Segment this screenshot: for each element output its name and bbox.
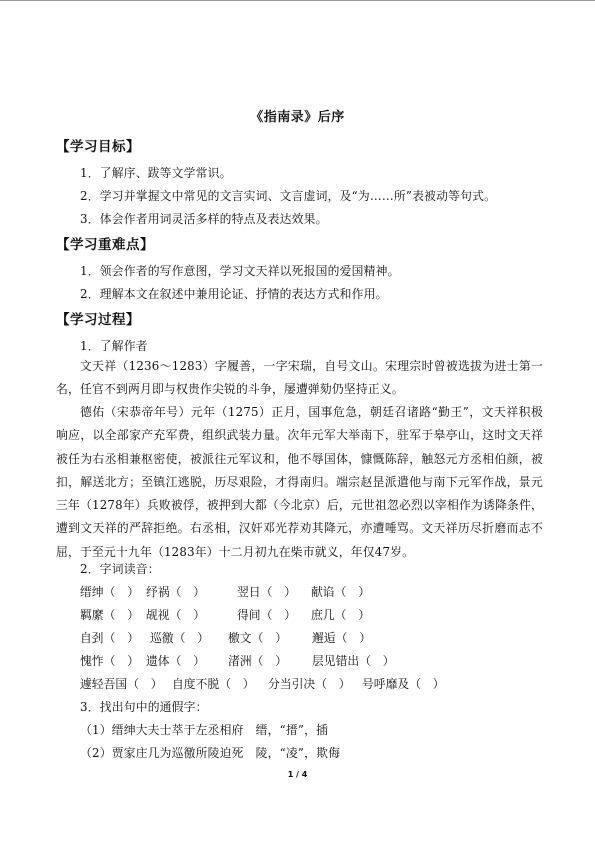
- goal-item-2: 2．学习并掌握文中常见的文言实词、文言虚词，及“为……所”表被动等句式。: [80, 189, 497, 203]
- pronunciation-item: 号呼靡及（ ）: [362, 677, 445, 691]
- page-indicator: 1 / 4: [287, 770, 308, 779]
- pronunciation-item: 巡徼（ ）: [150, 631, 209, 645]
- pronunciation-item: 檄文（ ）: [228, 631, 287, 645]
- pronunciation-item: 层见错出（ ）: [312, 654, 395, 668]
- pronunciation-item: 庶几（ ）: [311, 608, 370, 622]
- step2-heading: 2．字词读音：: [80, 562, 160, 576]
- pronunciation-item: 邂逅（ ）: [312, 631, 371, 645]
- tongjia-item-2: （2）贾家庄几为巡徼所陵迫死 陵，“凌”，欺侮: [80, 746, 341, 760]
- section-heading-process: 【学习过程】: [56, 312, 140, 328]
- pronunciation-item: 渚洲（ ）: [228, 654, 287, 668]
- pronunciation-item: 纾祸（ ）: [146, 585, 205, 599]
- pronunciation-item: 自度不脱（ ）: [172, 677, 255, 691]
- pronunciation-item: 献谄（ ）: [311, 585, 370, 599]
- pronunciation-row: [80, 583, 370, 600]
- key-point-item-1: 1．领会作者的写作意图，学习文天祥以死报国的爱国精神。: [80, 264, 400, 278]
- pronunciation-item: 得间（ ）: [237, 608, 296, 622]
- step1-heading: 1．了解作者: [80, 339, 148, 353]
- pronunciation-item: 觇视（ ）: [146, 608, 205, 622]
- goal-item-3: 3．体会作者用词灵活多样的特点及表达效果。: [80, 212, 328, 226]
- pronunciation-row: [80, 629, 371, 646]
- author-paragraph-2: 德佑（宋恭帝年号）元年（1275）正月，国事危急，朝廷召诸路“勤王”，文天祥积极响应，以全部家产充军费，组织武装力量。次年元军大举南下，驻军于皋亭山，这时文天祥被任为右丞相兼枢密使，被派往元军议和，他不辱国体，慷慨陈辞，触怒元方丞相伯颜，被扣，解送北方；至镇江逃脱，历尽艰险，才得南归。端宗赵昰派遣他与南下元军作战，景元三年（1278年）兵败被俘，被押到大都（今北京）后，元世祖忽必烈以宰相作为诱降条件，遭到文天祥的严辞拒绝。右丞相，汉奸邓光荐劝其降元，亦遭唾骂。文天祥历尽折磨而志不屈，于至元十九年（1283年）十二月初九在柴市就义，年仅47岁。: [56, 405, 543, 559]
- key-point-item-2: 2．理解本文在叙述中兼用论证、抒情的表达方式和作用。: [80, 287, 388, 301]
- document-title: 《指南录》后序: [250, 110, 345, 125]
- tongjia-item-1: （1）缙绅大夫士萃于左丞相府 缙，“搢”，插: [80, 723, 329, 737]
- pronunciation-row: [80, 675, 445, 692]
- section-heading-goals: 【学习目标】: [56, 139, 140, 155]
- pronunciation-item: 缙绅（ ）: [80, 585, 139, 599]
- pronunciation-item: 分当引决（ ）: [268, 677, 351, 691]
- author-paragraph-1: 文天祥（1236～1283）字履善，一字宋瑞，自号文山。宋理宗时曾被选拔为进士第一名，任官不到两月即与权贵作尖锐的斗争，屡遭弹劾仍坚持正义。: [56, 359, 543, 397]
- pronunciation-item: 自刭（ ）: [80, 631, 139, 645]
- step3-heading: 3．找出句中的通假字：: [80, 700, 208, 714]
- section-heading-key-points: 【学习重难点】: [56, 237, 154, 253]
- pronunciation-item: 翌日（ ）: [237, 585, 296, 599]
- pronunciation-row: [80, 606, 370, 623]
- pronunciation-item: 愧怍（ ）: [80, 654, 139, 668]
- pronunciation-item: 羁縻（ ）: [80, 608, 139, 622]
- pronunciation-item: 遗体（ ）: [146, 654, 205, 668]
- pronunciation-item: 遽轻吾国（ ）: [80, 677, 163, 691]
- pronunciation-row: [80, 652, 395, 669]
- goal-item-1: 1．了解序、跋等文学常识。: [80, 166, 232, 180]
